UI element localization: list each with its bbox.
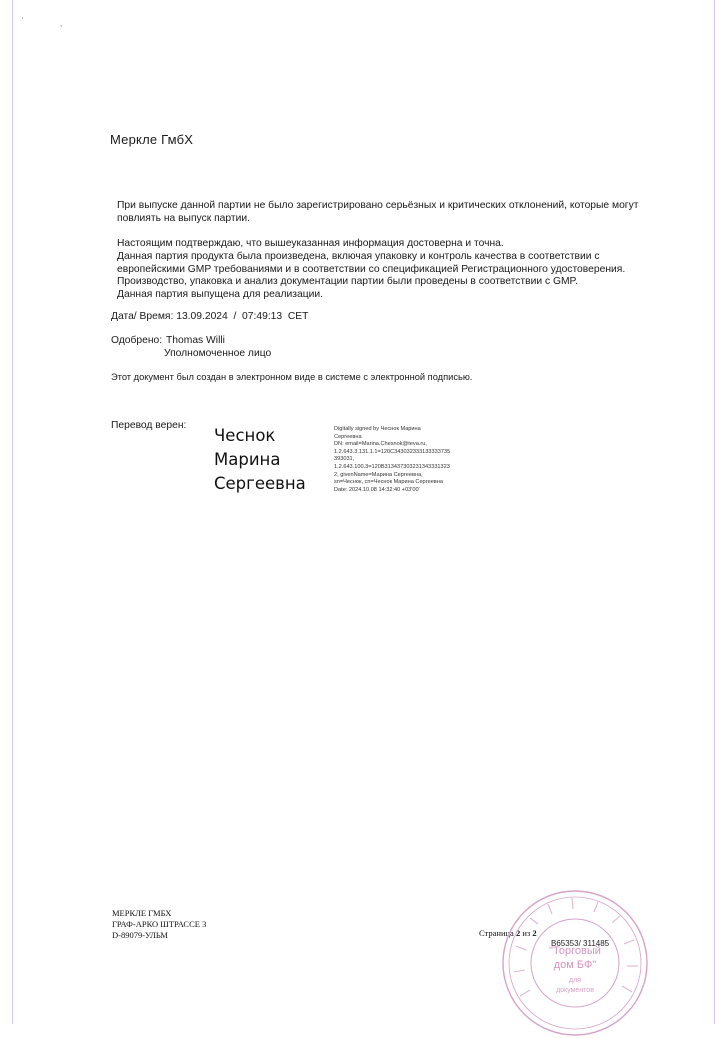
signature-detail-line: DN: email=Marina.Chesnok@teva.ru, [334, 441, 427, 448]
electronic-signature-note: Этот документ был создан в электронном виде в системе с электронной подписью. [111, 372, 473, 382]
digital-signature-details [334, 426, 464, 494]
signature-detail-line: Digitally signed by Чеснок Марина [334, 426, 421, 432]
document-number: B65353/ 311485 [551, 939, 610, 948]
signer-name-line: Марина [214, 450, 281, 469]
seal-center-line2: дом БФ" [553, 959, 597, 971]
signature-detail-line: sn=Чеснок, cn=Чеснок Марина Сергеевна [334, 479, 443, 486]
signer-name [214, 424, 306, 496]
right-margin-line [714, 0, 715, 1024]
paragraph-line: Настоящим подтверждаю, что вышеуказанная информация достоверна и точна. [117, 238, 504, 249]
paragraph-line: европейскими GMP требованиями и в соответствии со спецификацией Регистрационного удостоверения. [117, 263, 626, 275]
signer-name-line: Чеснок [214, 426, 276, 445]
signature-detail-line: 393031, [334, 456, 355, 463]
stamp-seal [500, 888, 650, 1038]
date-time-line: Дата/ Время: 13.09.2024 / 07:49:13 CET [111, 311, 309, 322]
scan-speck: ˎ [60, 18, 63, 27]
footer-address-line: МЕРКЛЕ ГМБХ [112, 908, 172, 918]
signature-detail-line: Сергеевна [334, 433, 362, 440]
page-separator: из [522, 928, 531, 938]
page-total: 2 [532, 928, 537, 938]
signature-detail-line: Date: 2024.10.08 14:32:40 +03'00' [334, 486, 420, 493]
left-margin-line [12, 0, 13, 1024]
footer-address-line: D-89079-УЛЬМ [112, 930, 168, 940]
paragraph-line: Данная партия выпущена для реализации. [117, 289, 323, 301]
company-title: Меркле ГмбХ [110, 132, 194, 147]
signature-detail-line: 1.2.643.100.3=120B31343730323134333132​3 [334, 463, 450, 470]
paragraph-confirmation [117, 238, 677, 302]
paragraph-line: При выпуске данной партии не было зарегистрировано серьёзных и критических отклонений, которые могут [117, 200, 639, 211]
seal-center-line4: документов [556, 987, 594, 994]
paragraph-line: Производство, упаковка и анализ документации партии были проведены в соответствии с GMP. [117, 276, 578, 288]
page-label: Страница [479, 928, 514, 938]
signature-detail-line: 1.2.643.3.131.1.1=120C343032333133333735 [334, 448, 451, 455]
paragraph-line: повлиять на выпуск партии. [117, 212, 250, 224]
seal-center-line1: "Торговый [549, 945, 601, 957]
signer-name-line: Сергеевна [214, 474, 306, 493]
page-current: 2 [515, 928, 521, 938]
approved-role: Уполномоченное лицо [164, 348, 272, 359]
footer-address-line: ГРАФ-АРКО ШТРАССЕ 3 [112, 919, 207, 929]
paragraph-line: Данная партия продукта была произведена, включая упаковку и контроль качества в соответствии с [117, 250, 600, 262]
scan-speck: ˈ [21, 16, 24, 25]
approved-name: Thomas Willi [166, 335, 225, 346]
paragraph-deviations [117, 200, 677, 226]
translation-label: Перевод верен: [111, 420, 187, 431]
footer-address [112, 908, 206, 941]
seal-center-line3: для [569, 977, 581, 984]
approved-label: Одобрено: [111, 335, 163, 346]
signature-detail-line: 2, givenName=Марина Сергеевна, [334, 471, 423, 478]
